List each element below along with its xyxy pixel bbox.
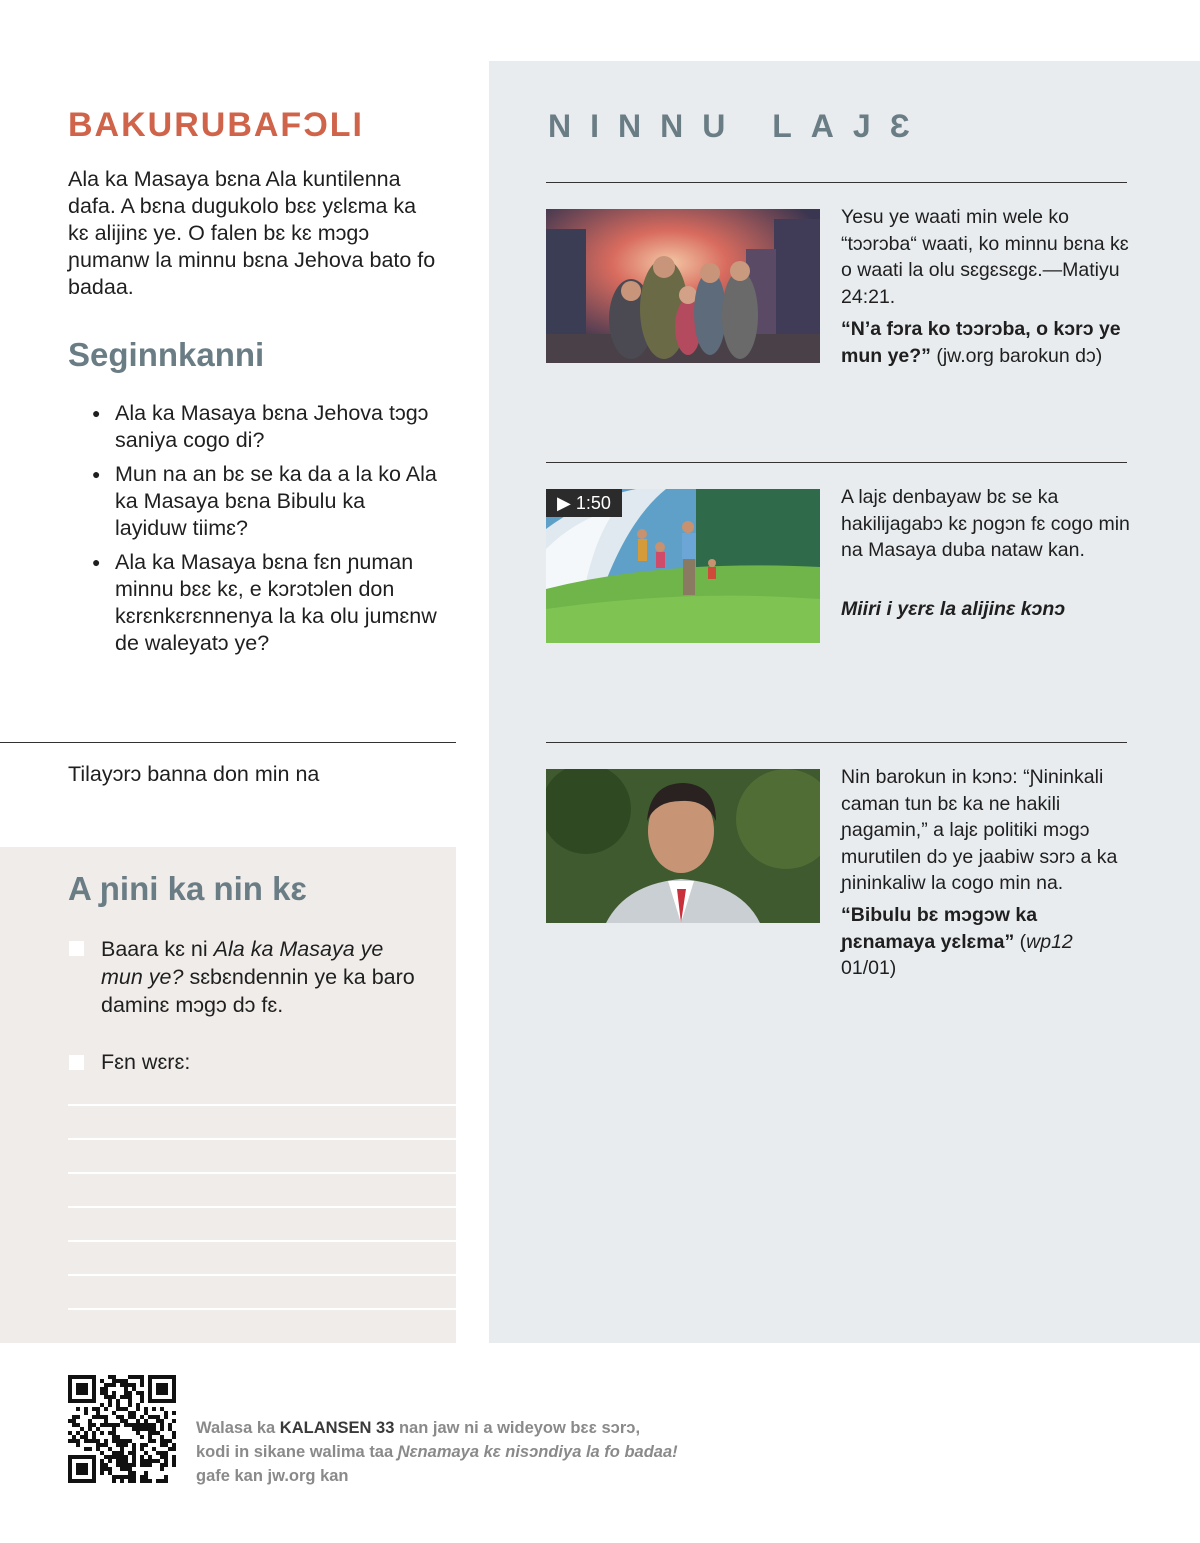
review-question: ● Mun na an bɛ se ka da a la ko Ala ka Masaya bɛna Bibulu ka layiduw tiimɛ? xyxy=(92,461,437,542)
video-duration: ▶ 1:50 xyxy=(546,489,622,517)
task-checkbox[interactable] xyxy=(69,941,84,956)
other-task-label: Fɛn wɛrɛ: xyxy=(101,1050,191,1074)
entry-description: Yesu ye waati min wele ko “tɔɔrɔba“ waati, ko minnu bɛna kɛ o waati la olu sɛgɛsɛgɛ.—Matiyu 24:21. xyxy=(841,206,1129,308)
review-title: Seginnkanni xyxy=(68,336,265,373)
divider xyxy=(546,462,1127,463)
writing-line[interactable] xyxy=(68,1172,456,1174)
article-link[interactable]: “Bibulu bɛ mɔgɔw ka ɲɛnamaya yɛlɛma” (wp12 01/01) xyxy=(841,904,1073,979)
writing-line[interactable] xyxy=(68,1138,456,1140)
footer-text: Walasa ka KALANSEN 33 nan jaw ni a wideyow bɛɛ sɔrɔ, kodi in sikane walima taa Ɲɛnamaya kɛ nisɔndiya la fo badaa! gafe kan jw.org kan xyxy=(196,1419,678,1485)
divider xyxy=(0,742,456,743)
task-text: Baara kɛ ni Ala ka Masaya ye mun ye? sɛbɛndennin ye ka baro daminɛ mɔgɔ dɔ fɛ. xyxy=(101,937,415,1017)
writing-line[interactable] xyxy=(68,1308,456,1310)
article-thumbnail[interactable] xyxy=(546,769,820,923)
learn-more-title: NINNU LAJƐ xyxy=(548,108,929,144)
do-what-title: A ɲini ka nin kɛ xyxy=(68,870,307,907)
summary-text: Ala ka Masaya bɛna Ala kuntilenna dafa. A bɛna dugukolo bɛɛ yɛlɛma ka kɛ alijinɛ ye. O falen bɛ kɛ mɔgɔ ɲumanw la minnu bɛna Jehova bato fo badaa. xyxy=(68,167,436,299)
summary-title: BAKURUBAFƆLI xyxy=(68,106,364,144)
entry-description: A lajɛ denbayaw bɛ se ka hakilijagabɔ kɛ ɲogɔn fɛ cogo min na Masaya duba nataw kan. xyxy=(841,486,1130,561)
review-question: ● Ala ka Masaya bɛna Jehova tɔgɔ saniya cogo di? xyxy=(92,400,437,454)
review-list xyxy=(92,400,437,664)
task-checkbox[interactable] xyxy=(69,1055,84,1070)
qr-code-icon[interactable] xyxy=(68,1375,176,1483)
review-question: ● Ala ka Masaya bɛna fɛn ɲuman minnu bɛɛ kɛ, e kɔrɔtɔlen don kɛrɛnkɛrɛnnenya la ka olu jumɛnw de waleyatɔ ye? xyxy=(92,549,437,657)
goal-text: Tilayɔrɔ banna don min na xyxy=(68,762,320,786)
entry-description: Nin barokun in kɔnɔ: “Ɲininkali caman tun bɛ ka ne hakili ɲagamin,” a lajɛ politiki mɔgɔ murutilen dɔ ye jaabiw sɔrɔ a ka ɲininkaliw la cogo min na. xyxy=(841,766,1118,894)
article-link[interactable]: “N’a fɔra ko tɔɔrɔba, o kɔrɔ ye mun ye?” (jw.org barokun dɔ) xyxy=(841,318,1121,367)
writing-line[interactable] xyxy=(68,1240,456,1242)
article-thumbnail[interactable] xyxy=(546,209,820,363)
do-what-panel xyxy=(0,847,456,1343)
writing-line[interactable] xyxy=(68,1274,456,1276)
divider xyxy=(546,742,1127,743)
writing-line[interactable] xyxy=(68,1206,456,1208)
writing-line[interactable] xyxy=(68,1104,456,1106)
divider xyxy=(546,182,1127,183)
video-thumbnail[interactable] xyxy=(546,489,820,643)
video-link[interactable]: Miiri i yɛrɛ la alijinɛ kɔnɔ xyxy=(841,598,1066,620)
